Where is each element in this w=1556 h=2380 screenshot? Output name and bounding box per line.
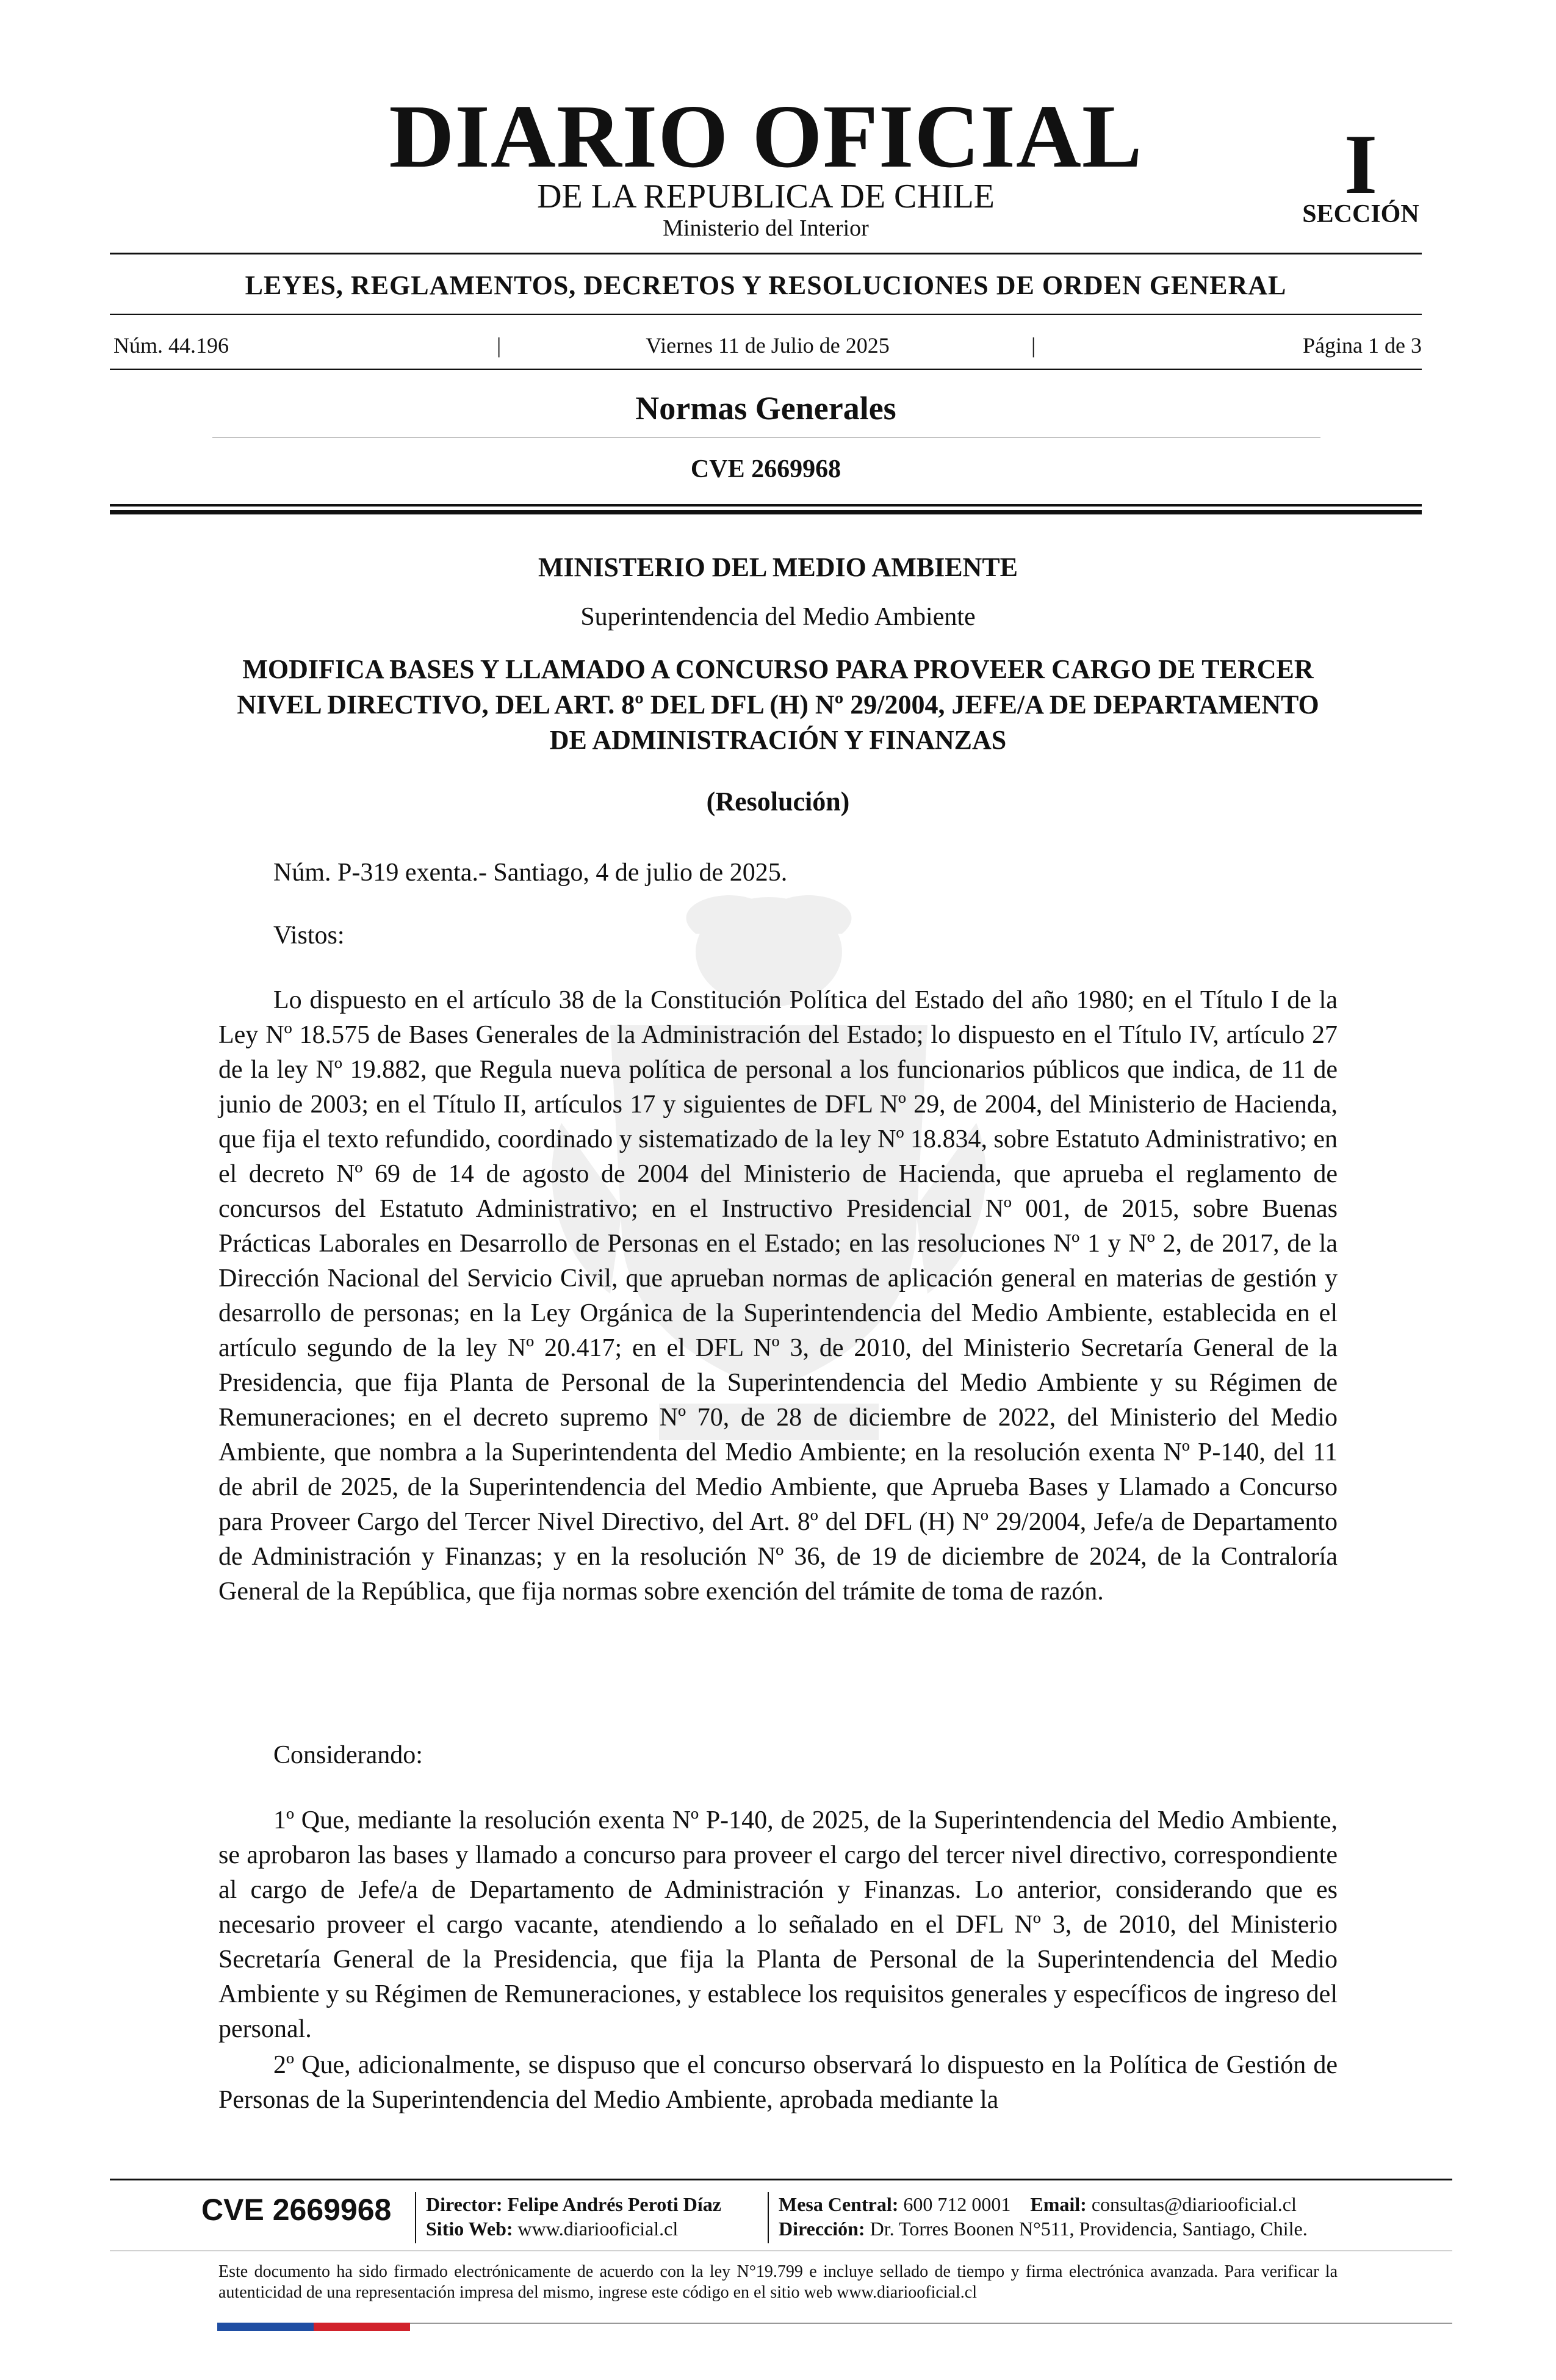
phone-number: 600 712 0001 xyxy=(903,2193,1011,2215)
director-name: Felipe Andrés Peroti Díaz xyxy=(507,2193,721,2215)
masthead-rule xyxy=(110,253,1422,254)
footer-separator xyxy=(415,2192,416,2243)
ministry-heading: MINISTERIO DEL MEDIO AMBIENTE xyxy=(538,552,1018,582)
category-rule-top xyxy=(110,314,1422,315)
document-title: MODIFICA BASES Y LLAMADO A CONCURSO PARA PROVEER CARGO DE TERCER NIVEL DIRECTIVO, DEL ART. 8º DEL DFL (H) Nº 29/2004, JEFE/A DE DEPARTAMENTO DE ADMINISTRACIÓN Y FINANZAS xyxy=(237,654,1319,755)
issue-number: Núm. 44.196 xyxy=(113,333,229,358)
footer-cve-code: CVE 2669968 xyxy=(201,2193,392,2227)
address-text: Dr. Torres Boonen N°511, Providencia, Santiago, Chile. xyxy=(870,2218,1308,2240)
issue-rule xyxy=(110,369,1422,370)
resolution-number: Núm. P-319 exenta.- Santiago, 4 de julio de 2025. xyxy=(273,859,788,887)
heading-double-rule xyxy=(110,510,1422,514)
footer-legal-note: Este documento ha sido firmado electrónicamente de acuerdo con la ley N°19.799 e incluye sellado de tiempo y firma electrónica avanzada. Para verificar la autenticidad de una representación impresa del mismo, ingrese este código en el sitio web www.diariooficial.cl xyxy=(218,2262,1338,2302)
considerando-paragraph: 1º Que, mediante la resolución exenta Nº P-140, de 2025, de la Superintendencia del Medio Ambiente, se aprobaron las bases y llamado a concurso para proveer el cargo del tercer nivel directivo, correspondiente al cargo de Jefe/a de Departamento de Administración y Finanzas. Lo anterior, considerando que es necesario proveer el cargo vacante, atendiendo a lo señalado en el DFL Nº 3, de 2010, del Ministerio Secretaría General de la Presidencia, que fija la Planta de Personal de la Superintendencia del Medio Ambiente y su Régimen de Remuneraciones, y establece los requisitos generales y específicos de ingreso del personal. xyxy=(218,1806,1338,2043)
issue-separator: | xyxy=(497,333,502,358)
flag-stripe-red xyxy=(314,2323,410,2331)
considerando-heading: Considerando: xyxy=(273,1741,423,1769)
section-number: I xyxy=(1344,117,1378,212)
page-indicator: Página 1 de 3 xyxy=(1303,333,1422,358)
issue-date: Viernes 11 de Julio de 2025 xyxy=(646,333,890,358)
website-label: Sitio Web: xyxy=(426,2218,513,2240)
address-label: Dirección: xyxy=(779,2218,865,2240)
issue-separator: | xyxy=(1031,333,1036,358)
footer-rule xyxy=(110,2179,1452,2180)
flag-stripe-blue xyxy=(217,2323,314,2331)
section-heading: Normas Generales xyxy=(635,390,896,427)
masthead-ministry: Ministerio del Interior xyxy=(663,215,869,241)
phone-label: Mesa Central: xyxy=(779,2193,899,2215)
vistos-paragraph: Lo dispuesto en el artículo 38 de la Constitución Política del Estado del año 1980; en el Título I de la Ley Nº 18.575 de Bases Generales de la Administración del Estado; lo dispuesto en el Título IV, artículo 27 de la ley Nº 19.882, que Regula nueva política de personal a los funcionarios públicos que indica, de 11 de junio de 2003; en el Título II, artículos 17 y siguientes de DFL Nº 29, de 2004, del Ministerio de Hacienda, que fija el texto refundido, coordinado y sistematizado de la ley Nº 18.834, sobre Estatuto Administrativo; en el decreto Nº 69 de 14 de agosto de 2004 del Ministerio de Hacienda, que aprueba el reglamento de concursos del Estatuto Administrativo; en el Instructivo Presidencial Nº 001, de 2015, sobre Buenas Prácticas Laborales en Desarrollo de Personas en el Estado; en las resoluciones Nº 1 y Nº 2, de 2017, de la Dirección Nacional del Servicio Civil, que aprueban normas de aplicación general en materias de gestión y desarrollo de personas; en la Ley Orgánica de la Superintendencia del Medio Ambiente, establecida en el artículo segundo de la ley Nº 20.417; en el DFL Nº 3, de 2010, del Ministerio Secretaría General de la Presidencia, que fija Planta de Personal de la Superintendencia del Medio Ambiente y su Régimen de Remuneraciones; en el decreto supremo Nº 70, de 28 de diciembre de 2022, del Ministerio del Medio Ambiente, que nombra a la Superintendenta del Medio Ambiente; en la resolución exenta Nº P-140, del 11 de abril de 2025, de la Superintendencia del Medio Ambiente, que Aprueba Bases y Llamado a Concurso para Proveer Cargo del Tercer Nivel Directivo, del Art. 8º del DFL (H) Nº 29/2004, Jefe/a de Departamento de Administración y Finanzas; y en la resolución Nº 36, de 19 de diciembre de 2024, de la Contraloría General de la República, que fija normas sobre exención del trámite de toma de razón. xyxy=(218,986,1338,1606)
section-label: SECCIÓN xyxy=(1302,200,1419,228)
agency-name: Superintendencia del Medio Ambiente xyxy=(580,603,976,631)
section-heading-rule xyxy=(212,437,1320,438)
email-label: Email: xyxy=(1030,2193,1087,2215)
footer-separator xyxy=(768,2192,769,2243)
document-type: (Resolución) xyxy=(706,787,850,817)
category-heading: LEYES, REGLAMENTOS, DECRETOS Y RESOLUCIONES DE ORDEN GENERAL xyxy=(245,270,1287,300)
director-label: Director: xyxy=(426,2193,503,2215)
footer-contact-block xyxy=(779,2192,1308,2241)
website-link[interactable]: www.diariooficial.cl xyxy=(517,2218,679,2240)
heading-double-rule xyxy=(110,504,1422,507)
footer-director-block xyxy=(426,2192,721,2241)
considerando-paragraph: 2º Que, adicionalmente, se dispuso que el concurso observará lo dispuesto en la Política de Gestión de Personas de la Superintendencia del Medio Ambiente, aprobada mediante la xyxy=(218,2051,1338,2114)
cve-code: CVE 2669968 xyxy=(690,455,841,483)
masthead-title: DIARIO OFICIAL xyxy=(389,87,1143,187)
email-link[interactable]: consultas@diariooficial.cl xyxy=(1091,2193,1297,2215)
vistos-heading: Vistos: xyxy=(273,921,345,950)
masthead-subtitle: DE LA REPUBLICA DE CHILE xyxy=(537,178,995,215)
